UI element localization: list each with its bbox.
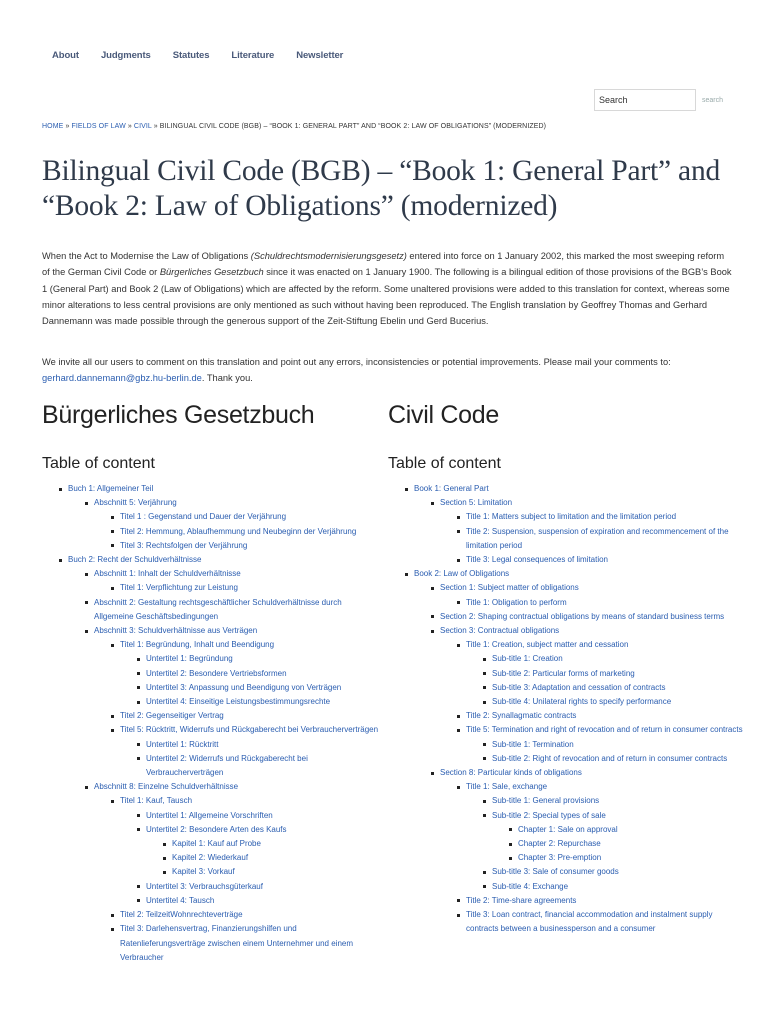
toc-item[interactable]: Sub-title 2: Particular forms of marketing — [492, 667, 744, 681]
toc-item[interactable]: Title 1: Obligation to perform — [466, 596, 744, 610]
toc-item[interactable]: Sub-title 3: Adaptation and cessation of contracts — [492, 681, 744, 695]
nav-link-literature[interactable]: Literature — [231, 50, 275, 61]
toc-item[interactable]: Abschnitt 8: Einzelne Schuldverhältnisse — [94, 780, 382, 794]
toc-item[interactable]: Section 3: Contractual obligations — [440, 624, 744, 638]
breadcrumb-home[interactable]: HOME — [42, 123, 64, 130]
toc-item[interactable]: Untertitel 1: Begründung — [146, 652, 382, 666]
intro-paragraph — [42, 248, 732, 329]
toc-item[interactable]: Titel 3: Darlehensvertrag, Finanzierungshilfen und Ratenlieferungsverträge zwischen einem Unternehmer und einem Verbraucher — [120, 922, 382, 965]
german-toc-heading: Table of content — [42, 455, 155, 472]
breadcrumb — [42, 123, 546, 130]
toc-item[interactable]: Untertitel 4: Tausch — [146, 894, 382, 908]
toc-item[interactable]: Untertitel 3: Verbrauchsgüterkauf — [146, 880, 382, 894]
toc-item[interactable]: Section 8: Particular kinds of obligations — [440, 766, 744, 780]
toc-item[interactable]: Sub-title 2: Special types of sale — [492, 809, 744, 823]
page-title: Bilingual Civil Code (BGB) – “Book 1: General Part” and “Book 2: Law of Obligations” (modernized) — [42, 155, 721, 222]
toc-item[interactable]: Chapter 1: Sale on approval — [518, 823, 744, 837]
toc-item[interactable]: Title 1: Matters subject to limitation and the limitation period — [466, 510, 744, 524]
intro-text: since it was enacted on 1 January 1900. The following is a bilingual edition of those provisions of the BGB’s Book 1 (General Part) and Book 2 (Law of Obligations) which are affected by the reform. Some unaltered provisions were added to this translation for context, whereas some minor alterations to less central provisions are only mentioned as such without having been reproduced. The English translation by Geoffrey Thomas and Gerhard Dannemann was made possible through the generous support of the Zeit-Stiftung Ebelin und Gerd Bucerius. — [42, 267, 732, 327]
german-column — [42, 398, 382, 965]
toc-item[interactable]: Untertitel 4: Einseitige Leistungsbestimmungsrechte — [146, 695, 382, 709]
toc-item[interactable]: Kapitel 2: Wiederkauf — [172, 851, 382, 865]
english-toc — [388, 482, 744, 937]
toc-item[interactable]: Titel 2: Gegenseitiger Vertrag — [120, 709, 382, 723]
invite-paragraph — [42, 354, 732, 387]
invite-text: We invite all our users to comment on this translation and point out any errors, inconsistencies or potential improvements. Please mail your comments to: — [42, 357, 671, 367]
toc-item[interactable]: Titel 2: Hemmung, Ablaufhemmung und Neubeginn der Verjährung — [120, 525, 382, 539]
toc-item[interactable]: Chapter 3: Pre-emption — [518, 851, 744, 865]
toc-item[interactable]: Sub-title 2: Right of revocation and of return in consumer contracts — [492, 752, 744, 766]
toc-item[interactable]: Sub-title 4: Exchange — [492, 880, 744, 894]
toc-item[interactable]: Buch 1: Allgemeiner Teil — [68, 482, 382, 496]
breadcrumb-fields-of-law[interactable]: FIELDS OF LAW — [71, 123, 126, 130]
toc-item[interactable]: Chapter 2: Repurchase — [518, 837, 744, 851]
toc-item[interactable]: Title 2: Synallagmatic contracts — [466, 709, 744, 723]
search-form — [594, 89, 723, 111]
toc-item[interactable]: Section 1: Subject matter of obligations — [440, 581, 744, 595]
intro-german-code-name: Bürgerliches Gesetzbuch — [159, 267, 264, 278]
toc-item[interactable]: Title 3: Legal consequences of limitation — [466, 553, 744, 567]
toc-item[interactable]: Untertitel 2: Besondere Vertriebsformen — [146, 667, 382, 681]
toc-item[interactable]: Abschnitt 2: Gestaltung rechtsgeschäftlicher Schuldverhältnisse durch Allgemeine Geschäftsbedingungen — [94, 596, 382, 624]
toc-item[interactable]: Abschnitt 1: Inhalt der Schuldverhältnisse — [94, 567, 382, 581]
contact-email-link[interactable]: gerhard.dannemann@gbz.hu-berlin.de — [42, 373, 202, 384]
toc-item[interactable]: Title 2: Suspension, suspension of expiration and recommencement of the limitation period — [466, 525, 744, 553]
toc-item[interactable]: Sub-title 1: General provisions — [492, 794, 744, 808]
toc-item[interactable]: Title 5: Termination and right of revocation and of return in consumer contracts — [466, 723, 744, 737]
toc-item[interactable]: Kapitel 3: Vorkauf — [172, 865, 382, 879]
english-column-heading: Civil Code — [388, 401, 499, 429]
toc-item[interactable]: Sub-title 4: Unilateral rights to specify performance — [492, 695, 744, 709]
toc-item[interactable]: Titel 5: Rücktritt, Widerrufs und Rückgaberecht bei Verbraucherverträgen — [120, 723, 382, 737]
toc-item[interactable]: Section 5: Limitation — [440, 496, 744, 510]
invite-text: . Thank you. — [201, 373, 253, 384]
nav-link-newsletter[interactable]: Newsletter — [296, 50, 344, 61]
toc-item[interactable]: Sub-title 1: Termination — [492, 738, 744, 752]
top-navigation — [52, 50, 343, 61]
intro-text: When the Act to Modernise the Law of Obligations — [42, 251, 251, 261]
toc-item[interactable]: Titel 2: TeilzeitWohnrechteverträge — [120, 908, 382, 922]
breadcrumb-current: BILINGUAL CIVIL CODE (BGB) – “BOOK 1: GENERAL PART” AND “BOOK 2: LAW OF OBLIGATIONS” (MODERNIZED) — [159, 123, 547, 130]
breadcrumb-separator: » — [65, 123, 70, 130]
breadcrumb-civil[interactable]: CIVIL — [133, 123, 152, 130]
toc-item[interactable]: Book 2: Law of Obligations — [414, 567, 744, 581]
toc-item[interactable]: Title 3: Loan contract, financial accommodation and instalment supply contracts between a businessperson and a consumer — [466, 908, 744, 936]
toc-item[interactable]: Titel 1 : Gegenstand und Dauer der Verjährung — [120, 510, 382, 524]
toc-item[interactable]: Titel 1: Begründung, Inhalt und Beendigung — [120, 638, 382, 652]
breadcrumb-separator: » — [153, 123, 158, 130]
toc-item[interactable]: Section 2: Shaping contractual obligations by means of standard business terms — [440, 610, 744, 624]
toc-item[interactable]: Sub-title 3: Sale of consumer goods — [492, 865, 744, 879]
toc-item[interactable]: Titel 3: Rechtsfolgen der Verjährung — [120, 539, 382, 553]
nav-link-judgments[interactable]: Judgments — [100, 50, 151, 61]
breadcrumb-separator: » — [127, 123, 132, 130]
toc-item[interactable]: Untertitel 2: Widerrufs und Rückgaberecht bei Verbraucherverträgen — [146, 752, 382, 780]
nav-link-about[interactable]: About — [52, 50, 79, 61]
toc-item[interactable]: Abschnitt 3: Schuldverhältnisse aus Verträgen — [94, 624, 382, 638]
toc-item[interactable]: Untertitel 1: Allgemeine Vorschriften — [146, 809, 382, 823]
english-toc-heading: Table of content — [388, 455, 501, 472]
toc-item[interactable]: Titel 1: Kauf, Tausch — [120, 794, 382, 808]
toc-item[interactable]: Title 2: Time-share agreements — [466, 894, 744, 908]
toc-item[interactable]: Untertitel 2: Besondere Arten des Kaufs — [146, 823, 382, 837]
toc-item[interactable]: Title 1: Sale, exchange — [466, 780, 744, 794]
toc-item[interactable]: Sub-title 1: Creation — [492, 652, 744, 666]
search-button[interactable]: search — [702, 96, 724, 104]
intro-text: entered into force on 1 January 2002, this marked the most sweeping reform of the German Civil Code or — [42, 251, 725, 278]
toc-item[interactable]: Titel 1: Verpflichtung zur Leistung — [120, 581, 382, 595]
intro-german-act-name: (Schuldrechtsmodernisierungsgesetz) — [250, 251, 407, 261]
english-column — [388, 398, 744, 937]
toc-item[interactable]: Title 1: Creation, subject matter and cessation — [466, 638, 744, 652]
toc-item[interactable]: Book 1: General Part — [414, 482, 744, 496]
search-input[interactable] — [594, 89, 696, 111]
toc-item[interactable]: Buch 2: Recht der Schuldverhältnisse — [68, 553, 382, 567]
toc-item[interactable]: Untertitel 3: Anpassung und Beendigung von Verträgen — [146, 681, 382, 695]
german-toc — [42, 482, 382, 965]
toc-item[interactable]: Abschnitt 5: Verjährung — [94, 496, 382, 510]
toc-item[interactable]: Kapitel 1: Kauf auf Probe — [172, 837, 382, 851]
german-column-heading: Bürgerliches Gesetzbuch — [42, 401, 315, 429]
toc-item[interactable]: Untertitel 1: Rücktritt — [146, 738, 382, 752]
nav-link-statutes[interactable]: Statutes — [172, 50, 210, 61]
